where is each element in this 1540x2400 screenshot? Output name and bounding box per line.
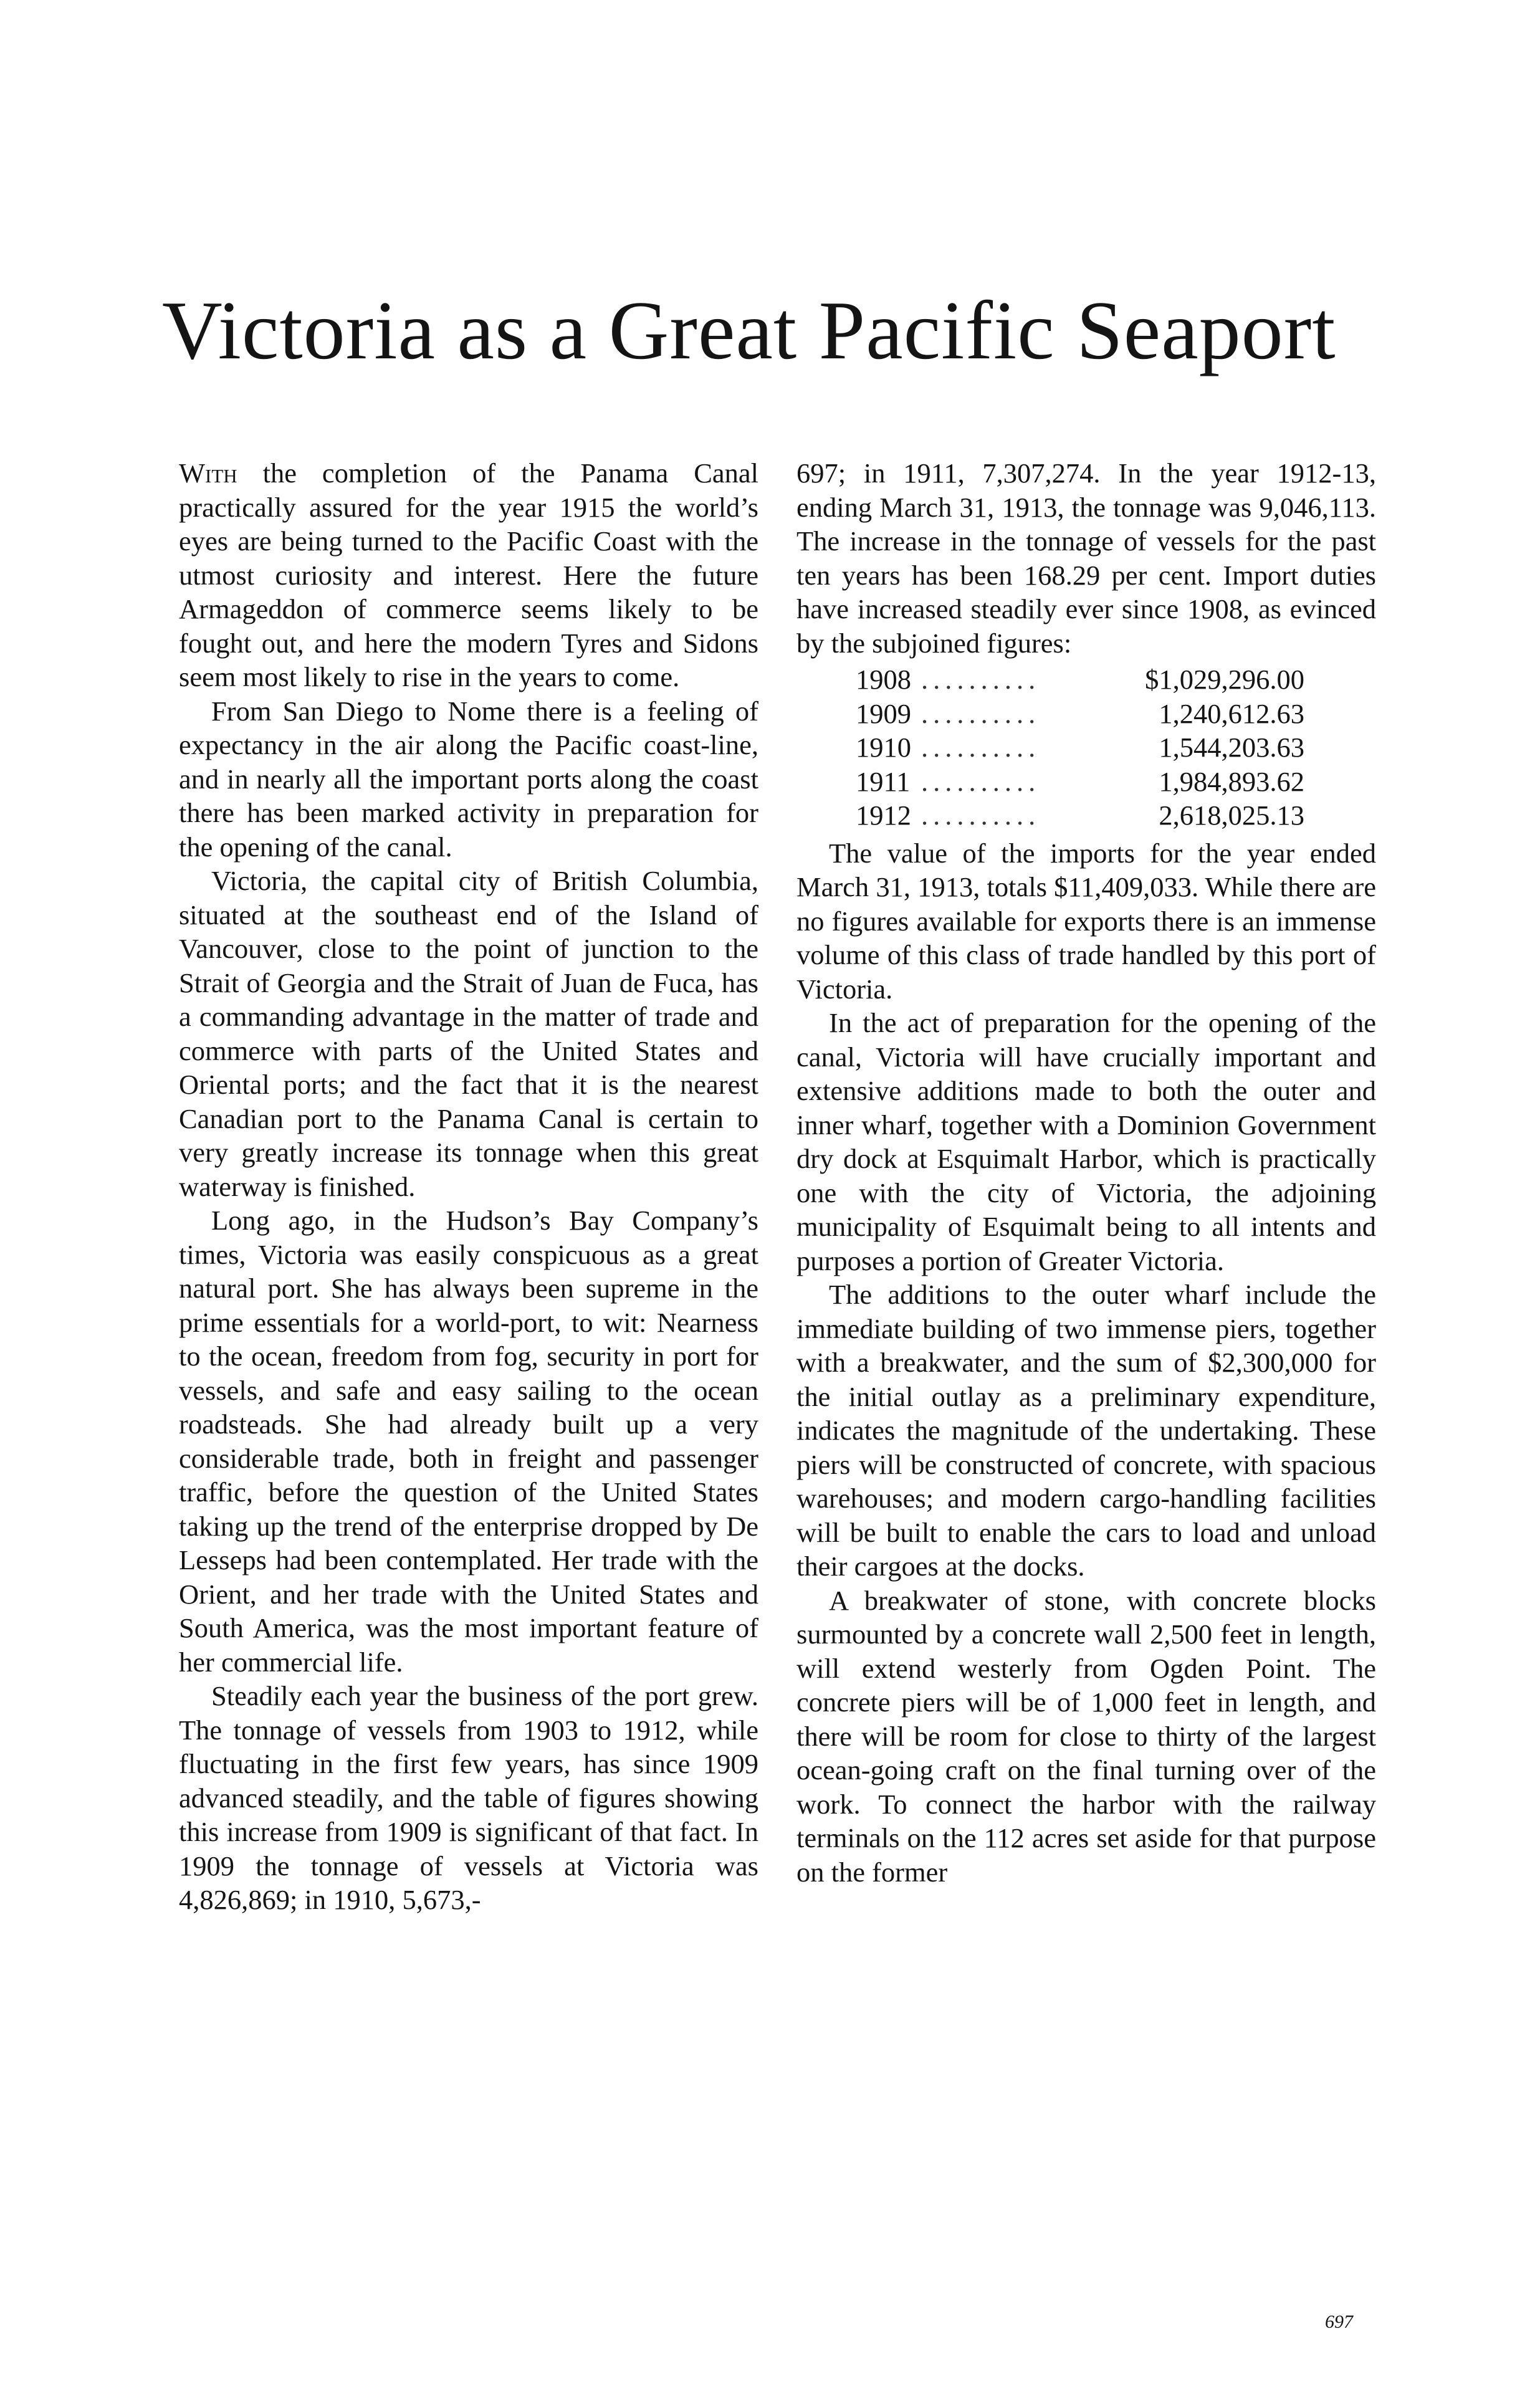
table-amount: 1,544,203.63 [1159,732,1304,763]
right-column [796,456,1376,1889]
left-column [179,456,758,1917]
paragraph-preparation: In the act of preparation for the opening of the canal, Victoria will have crucially important and extensive additions made to both the outer and inner wharf, together with a Dominion Government dry dock at Esquimalt Harbor, which is practically one with the city of Victoria, the adjoining municipality of Esquimalt being to all intents and purposes a portion of Greater Victoria. [796,1007,1376,1276]
table-leader: .......... [921,664,1041,695]
paragraph-continued: 697; in 1911, 7,307,274. In the year 1912-13, ending March 31, 1913, the tonnage was 9,046,113. The increase in the tonnage of vessels for the past ten years has been 168.29 per cent. Import duties have increased steadily ever since 1908, as evinced by the subjoined figures: [796,457,1376,659]
table-leader: .......... [921,800,1041,831]
table-row [856,697,1304,731]
paragraph-3: Victoria, the capital city of British Columbia, situated at the southeast end of the Island of Vancouver, close to the point of junction to the Strait of Georgia and the Strait of Juan de Fuca, has a commanding advantage in the matter of trade and commerce with parts of the United States and Oriental ports; and the fact that it is the nearest Canadian port to the Panama Canal is certain to very greatly increase its tonnage when this great waterway is finished. [179,865,758,1202]
table-leader: .......... [921,732,1041,763]
table-amount: 1,240,612.63 [1159,697,1304,729]
table-year: 1908 [856,664,911,695]
article-title: Victoria as a Great Pacific Seaport [162,284,1336,376]
table-leader: .......... [921,765,1041,797]
table-year: 1911 [856,765,911,797]
table-row [856,730,1304,765]
table-row [856,662,1304,697]
table-amount: 2,618,025.13 [1159,800,1304,831]
paragraph-1-text: the completion of the Panama Canal practically assured for the year 1915 the world’s eyes are being turned to the Pacific Coast with the utmost curiosity and interest. Here the future Armageddon of commerce seems likely to be fought out, and here the modern Tyres and Sidons seem most likely to rise in the years to come. [179,457,758,692]
table-leader: .......... [921,697,1041,729]
table-row [856,798,1304,833]
paragraph-1 [179,456,758,694]
paragraph-4: Long ago, in the Hudson’s Bay Company’s times, Victoria was easily conspicuous as a great natural port. She has always been supreme in the prime essentials for a world-port, to wit: Nearness to the ocean, freedom from fog, security in port for vessels, and safe and easy sailing to the ocean roadsteads. She had already built up a very considerable trade, both in freight and passenger traffic, before the question of the United States taking up the trend of the enterprise dropped by De Lesseps had been contemplated. Her trade with the Orient, and her trade with the United States and South America, was the most important feature of her commercial life. [179,1205,758,1678]
page-number: 697 [1325,2312,1353,2332]
table-amount: 1,984,893.62 [1159,765,1304,797]
paragraph-5: Steadily each year the business of the port grew. The tonnage of vessels from 1903 to 1912, while fluctuating in the first few years, has since 1909 advanced steadily, and the table of figures showing this increase from 1909 is significant of that fact. In 1909 the tonnage of vessels at Victoria was 4,826,869; in 1910, 5,673,- [179,1680,758,1915]
table-row [856,765,1304,799]
paragraph-breakwater: A breakwater of stone, with concrete blocks surmounted by a concrete wall 2,500 feet in length, will extend westerly from Ogden Point. The concrete piers will be of 1,000 feet in length, and there will be room for close to thirty of the largest ocean-going craft on the final turning over of the work. To connect the harbor with the railway terminals on the 112 acres set aside for that purpose on the former [796,1584,1376,1888]
paragraph-imports: The value of the imports for the year ended March 31, 1913, totals $11,409,033. While there are no figures available for exports there is an immense volume of this class of trade handled by this port of Victoria. [796,837,1376,1005]
paragraph-wharf: The additions to the outer wharf include the immediate building of two immense piers, together with a breakwater, and the sum of $2,300,000 for the initial outlay as a preliminary expenditure, indicates the magnitude of the undertaking. These piers will be constructed of concrete, with spacious warehouses; and modern cargo-handling facilities will be built to enable the cars to load and unload their cargoes at the docks. [796,1279,1376,1582]
paragraph-2: From San Diego to Nome there is a feeling of expectancy in the air along the Pacific coast-line, and in nearly all the important ports along the coast there has been marked activity in preparation for the opening of the canal. [179,695,758,863]
table-year: 1909 [856,697,911,729]
table-amount: $1,029,296.00 [1145,664,1304,695]
table-year: 1912 [856,800,911,831]
import-duties-table [796,662,1376,833]
table-year: 1910 [856,732,911,763]
lead-word: With [179,457,237,489]
